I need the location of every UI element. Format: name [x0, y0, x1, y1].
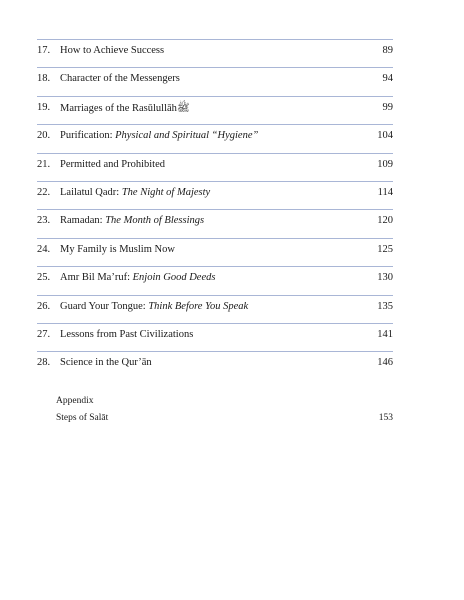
toc-entry[interactable] [37, 295, 393, 323]
table-of-contents [37, 39, 393, 380]
toc-entry-subtitle: The Night of Majesty [121, 186, 211, 198]
toc-entry-title [60, 357, 152, 368]
toc-entry-title-text: Guard Your Tongue: [60, 300, 149, 312]
toc-entry-title-text: Ramadan: [60, 215, 106, 227]
toc-entry-title-text: Permitted and Prohibited [60, 158, 165, 170]
toc-entry-page: 130 [377, 272, 393, 284]
appendix-entry-page: 153 [378, 413, 393, 423]
toc-entry-page: 141 [377, 328, 393, 340]
toc-entry-page: 109 [377, 158, 393, 170]
toc-entry-title [60, 272, 215, 283]
toc-entry-page: 114 [377, 186, 393, 198]
toc-entry-number: 23. [37, 215, 51, 227]
toc-entry-title [60, 329, 193, 340]
toc-entry-subtitle: The Month of Blessings [105, 215, 205, 227]
toc-entry[interactable] [37, 153, 393, 181]
toc-entry-title [60, 102, 190, 117]
toc-entry-page: 89 [382, 45, 393, 56]
toc-entry-page: 135 [377, 300, 393, 312]
toc-entry-page: 94 [382, 73, 393, 85]
toc-entry-page: 146 [377, 357, 393, 369]
toc-entry-number: 27. [37, 328, 51, 340]
toc-entry-title-text: Purification: [60, 130, 116, 142]
toc-entry-title [60, 244, 175, 255]
toc-entry[interactable] [37, 209, 393, 237]
toc-entry-page: 104 [377, 130, 393, 142]
toc-entry-title [60, 73, 180, 84]
toc-entry-number: 19. [37, 101, 51, 113]
toc-entry[interactable] [37, 351, 393, 379]
toc-entry-number: 26. [37, 300, 51, 312]
toc-entry-subtitle: Think Before You Speak [148, 300, 249, 312]
toc-entry-number: 22. [37, 186, 51, 198]
toc-entry-title-text: How to Achieve Success [60, 45, 165, 56]
toc-entry-number: 18. [37, 73, 51, 85]
appendix-heading: Appendix [56, 396, 94, 406]
appendix-entry[interactable] [56, 413, 393, 427]
toc-entry-number: 25. [37, 272, 51, 284]
toc-entry-title-text: Science in the Qur’ān [60, 357, 152, 369]
toc-entry-number: 21. [37, 158, 51, 170]
toc-entry-title [60, 301, 248, 312]
toc-entry-title-text: Marriages of the Rasūlullāhﷺ [60, 102, 190, 114]
toc-entry[interactable] [37, 266, 393, 294]
toc-entry[interactable] [37, 39, 393, 67]
toc-entry-title-text: Lessons from Past Civilizations [60, 328, 194, 340]
toc-entry-number: 20. [37, 130, 51, 142]
toc-entry[interactable] [37, 96, 393, 124]
toc-entry[interactable] [37, 238, 393, 266]
toc-entry-page: 120 [377, 215, 393, 227]
toc-entry-page: 125 [377, 243, 393, 255]
toc-entry-page: 99 [382, 101, 393, 113]
toc-entry[interactable] [37, 323, 393, 351]
toc-entry-title-text: Amr Bil Ma’ruf: [60, 272, 133, 284]
toc-entry-number: 17. [37, 45, 51, 56]
toc-entry-subtitle: Enjoin Good Deeds [132, 272, 216, 284]
toc-entry-subtitle: Physical and Spiritual “Hygiene” [115, 130, 259, 142]
toc-entry-title-text: Lailatul Qadr: [60, 186, 122, 198]
toc-entry-title-text: My Family is Muslim Now [60, 243, 175, 255]
toc-entry-number: 28. [37, 357, 51, 369]
toc-entry[interactable] [37, 124, 393, 152]
toc-entry-title [60, 215, 204, 226]
toc-entry-title [60, 159, 165, 170]
toc-entry-title [60, 187, 210, 198]
toc-entry[interactable] [37, 181, 393, 209]
appendix-section [56, 396, 393, 427]
toc-entry-title [60, 130, 258, 141]
toc-entry-number: 24. [37, 243, 51, 255]
appendix-entry-title: Steps of Salāt [56, 413, 109, 423]
toc-entry-title-text: Character of the Messengers [60, 73, 180, 85]
toc-entry-title [60, 45, 164, 56]
toc-entry[interactable] [37, 67, 393, 95]
